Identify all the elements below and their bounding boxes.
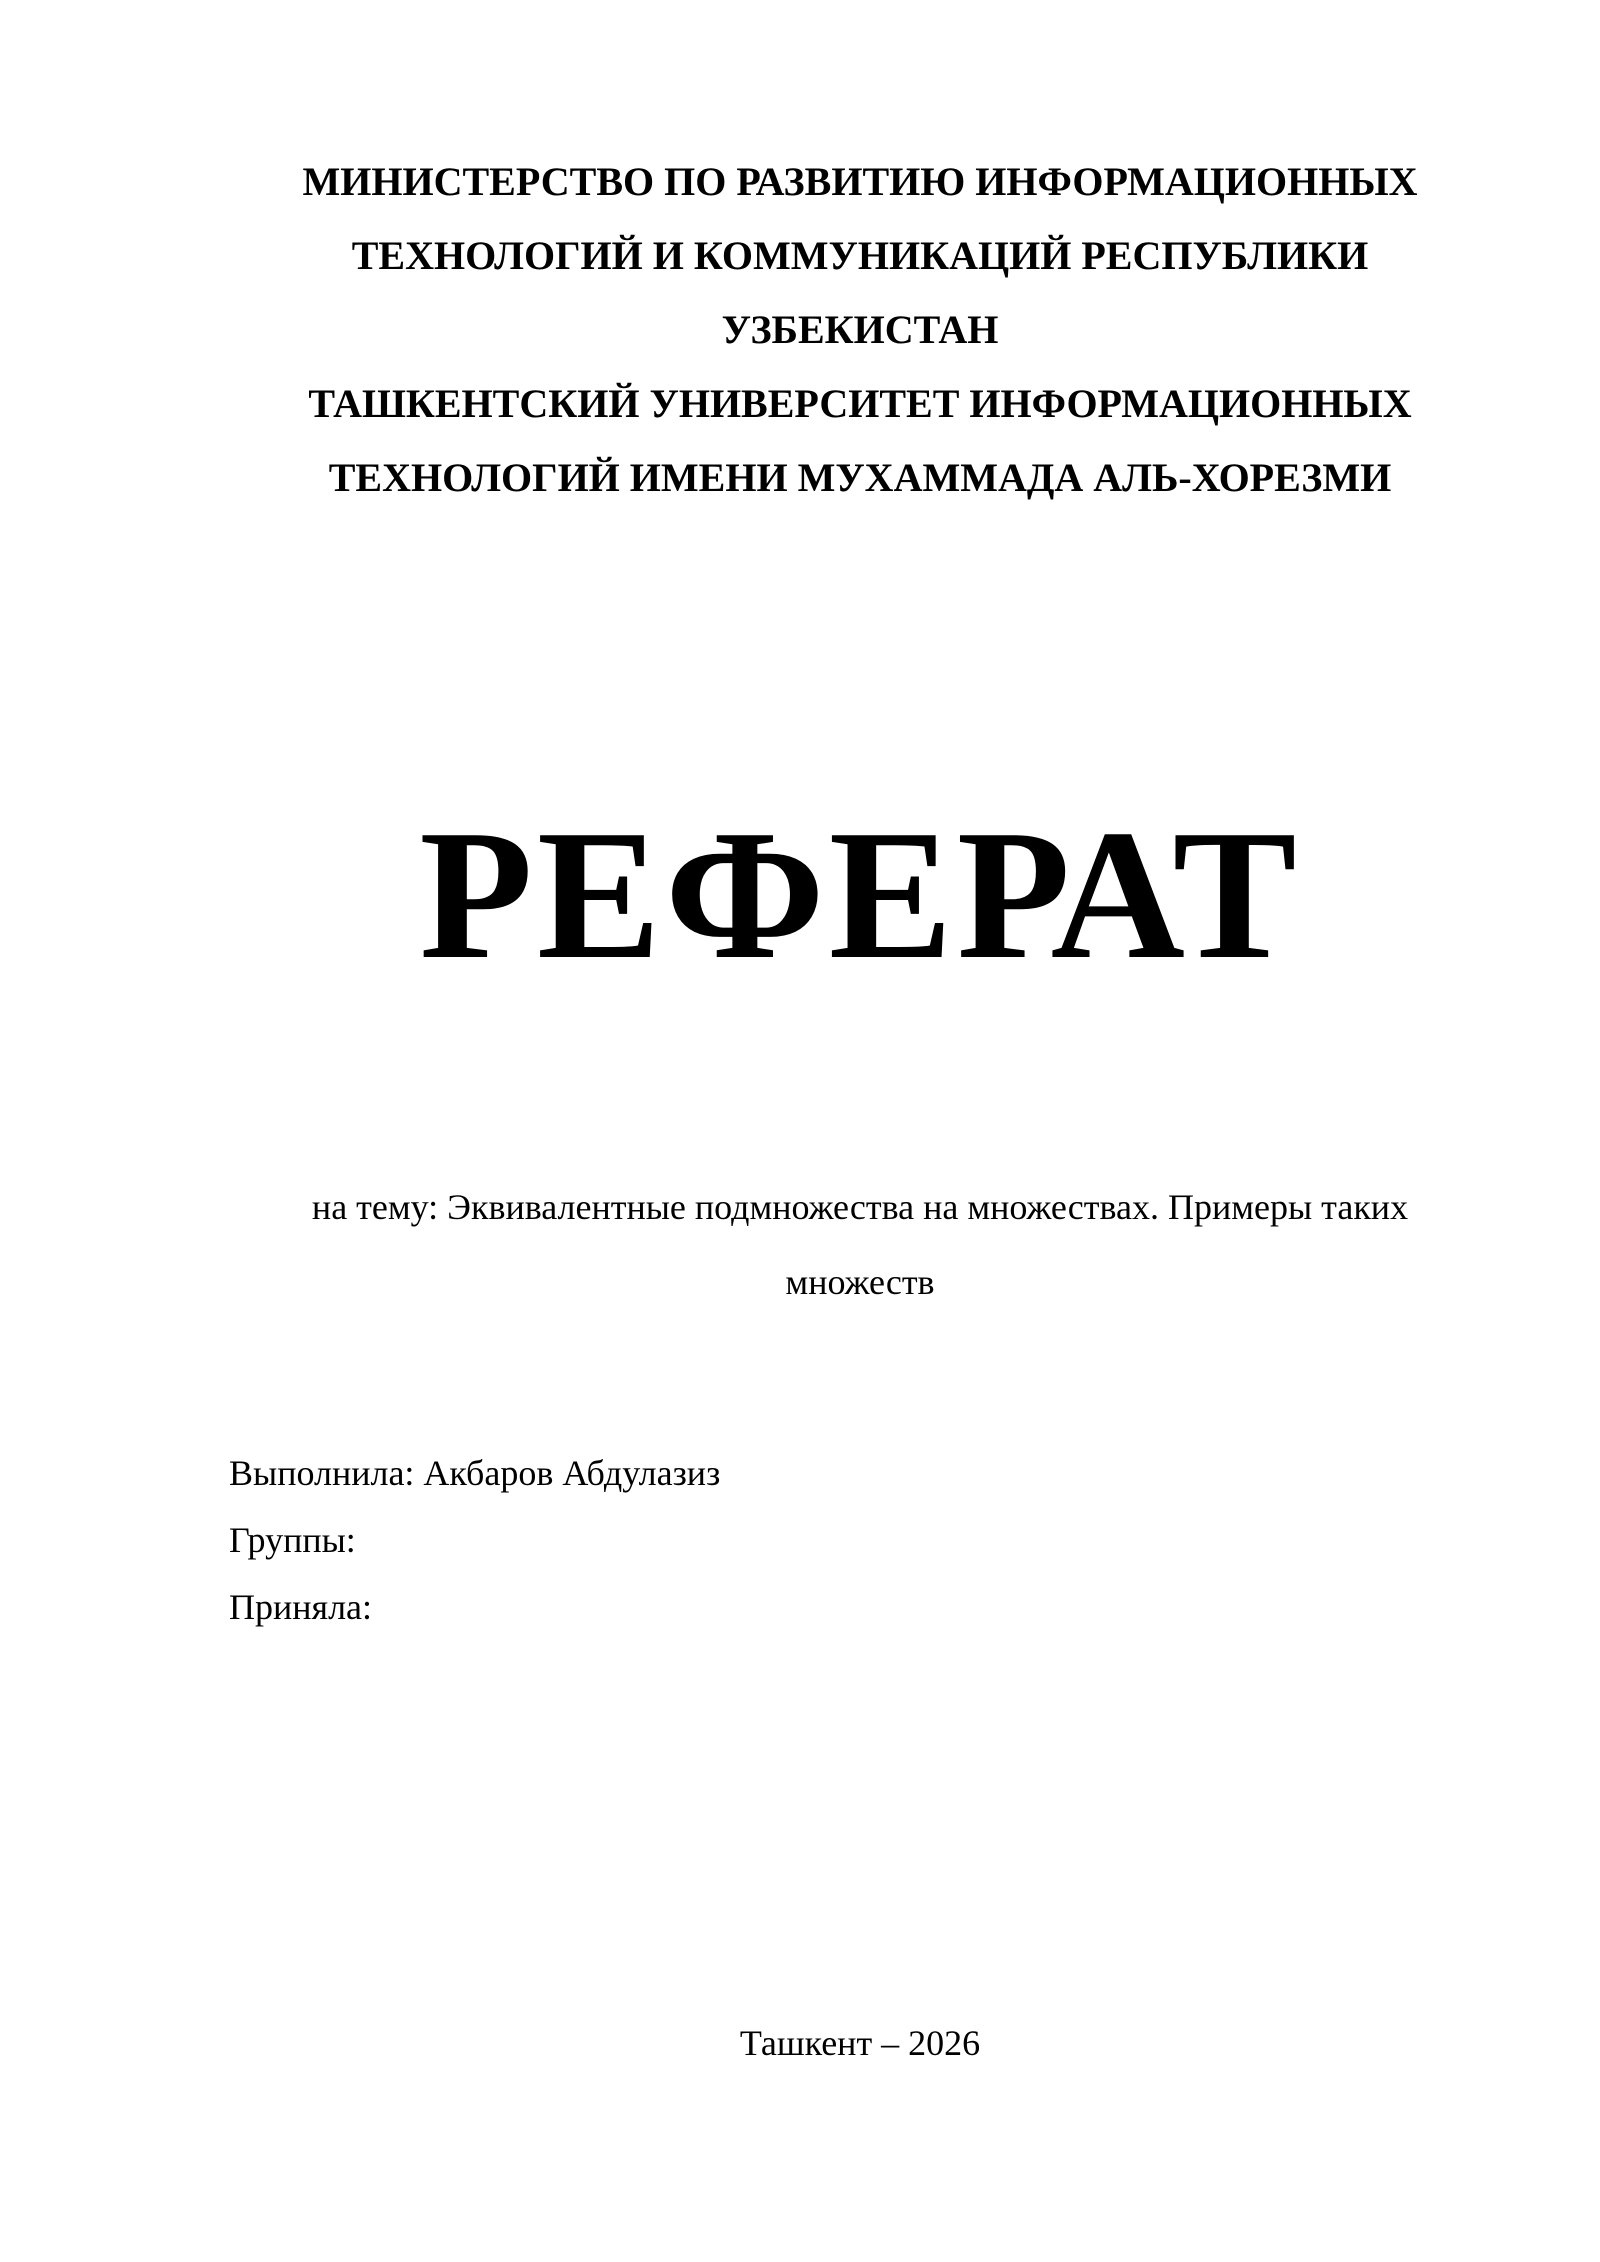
accepted-by-line: Приняла: xyxy=(229,1587,373,1627)
group-line: Группы: xyxy=(229,1520,356,1560)
document-title: РЕФЕРАТ xyxy=(419,792,1301,998)
author-line: Выполнила: Акбаров Абдулазиз xyxy=(229,1453,721,1493)
institution-header xyxy=(200,145,1520,515)
document-topic: на тему: Эквивалентные подмножества на множествах. Примеры таких множеств xyxy=(311,1187,1409,1302)
header-line-university-2: ТЕХНОЛОГИЙ ИМЕНИ МУХАММАДА АЛЬ-ХОРЕЗМИ xyxy=(328,455,1392,500)
header-line-ministry-1: МИНИСТЕРСТВО ПО РАЗВИТИЮ ИНФОРМАЦИОННЫХ xyxy=(302,159,1418,204)
city-year-footer: Ташкент – 2026 xyxy=(739,2023,981,2063)
header-line-country: УЗБЕКИСТАН xyxy=(721,307,999,352)
header-line-university-1: ТАШКЕНТСКИЙ УНИВЕРСИТЕТ ИНФОРМАЦИОННЫХ xyxy=(308,381,1412,426)
header-line-ministry-2: ТЕХНОЛОГИЙ И КОММУНИКАЦИЙ РЕСПУБЛИКИ xyxy=(351,233,1369,278)
author-info xyxy=(229,1440,720,1641)
